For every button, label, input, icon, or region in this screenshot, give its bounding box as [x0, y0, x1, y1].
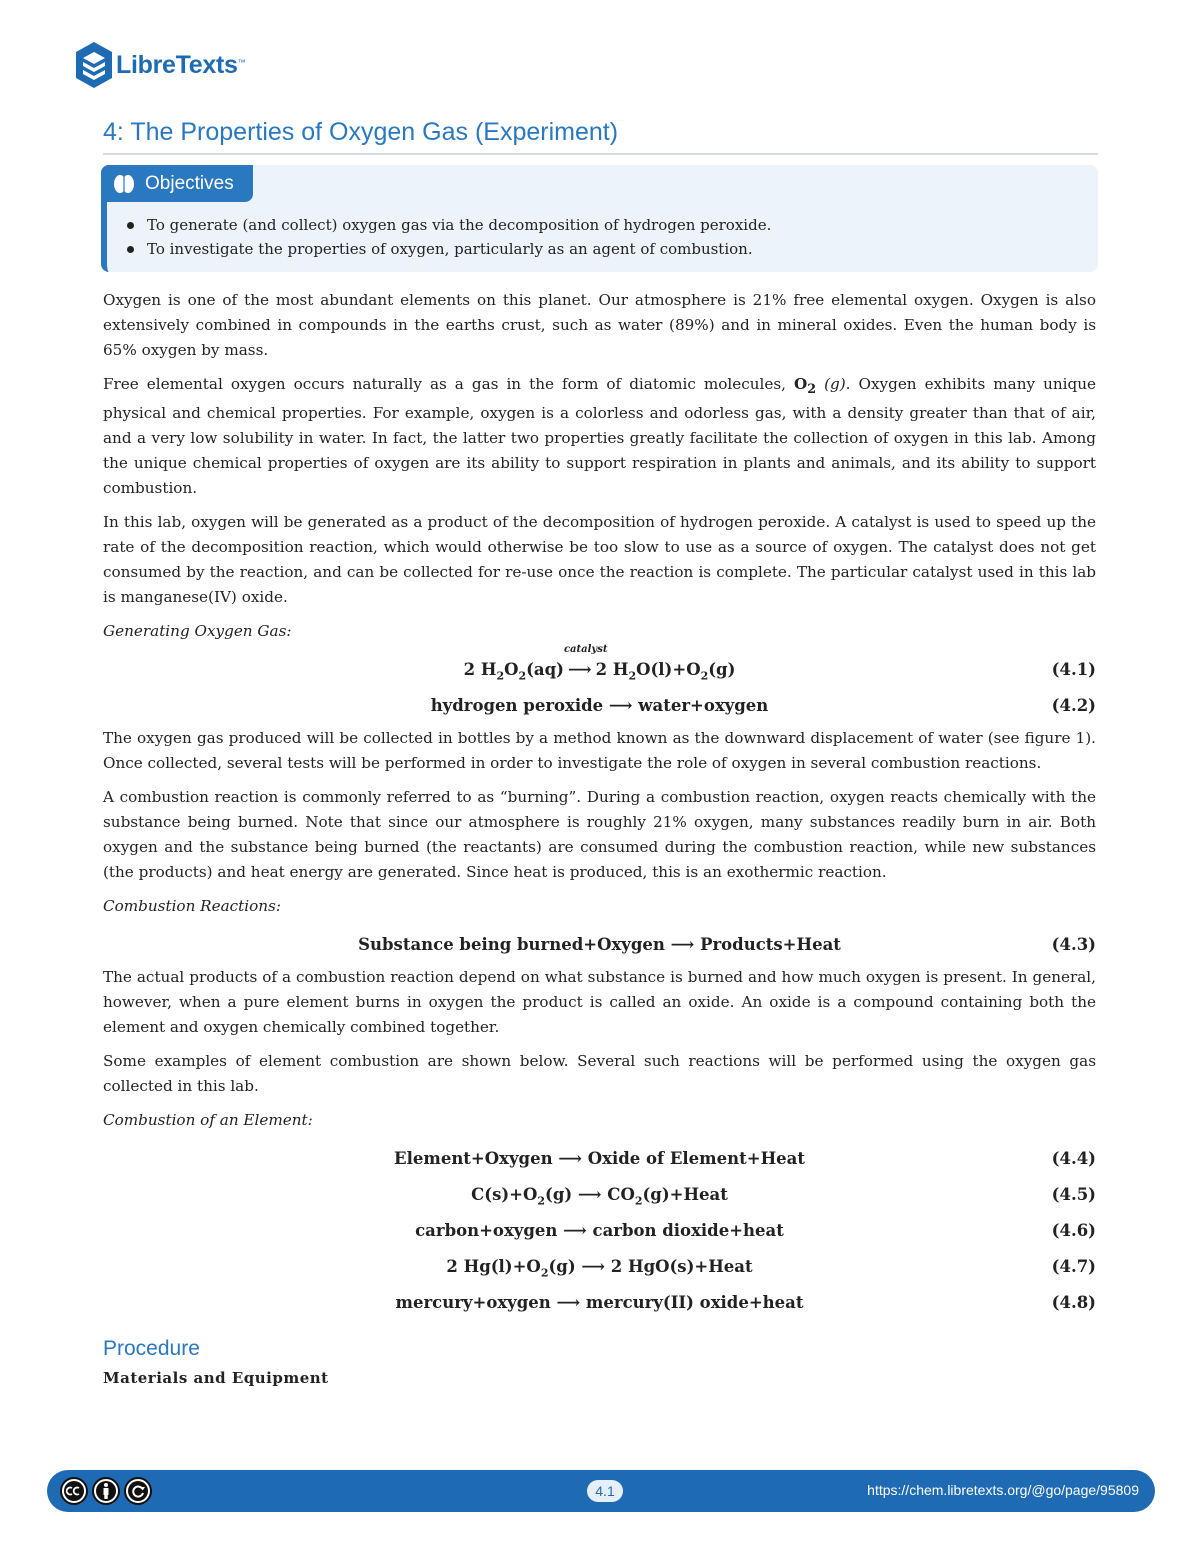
- equation-4-1: [103, 644, 1096, 690]
- objectives-box: [101, 165, 1098, 272]
- p2-text-a: Free elemental oxygen occurs naturally as a gas in the form of diatomic molecules,: [103, 375, 795, 393]
- share-alike-icon: [123, 1476, 153, 1506]
- objectives-tab: [101, 165, 253, 202]
- eq-sub: 2: [540, 1266, 549, 1280]
- equation-number: (4.5): [1051, 1185, 1096, 1205]
- caption-combustion: Combustion Reactions:: [103, 897, 281, 916]
- procedure-heading: Procedure: [103, 1337, 200, 1361]
- eq-term: (aq): [526, 660, 564, 680]
- eq-term: (g)+Heat: [642, 1185, 728, 1205]
- equation-number: (4.6): [1051, 1221, 1096, 1241]
- equation-body: [103, 1185, 1096, 1207]
- paragraph-elemental-oxygen: [103, 372, 1096, 501]
- caption-generating: Generating Oxygen Gas:: [103, 622, 292, 641]
- paragraph-products: The actual products of a combustion reaction depend on what substance is burned and how much oxygen is present. In general, however, when a pure element burns in oxygen the product is called an oxide. An oxide is a compound containing both the element and oxygen chemically combined together.: [103, 968, 1096, 1037]
- paragraph-intro: Oxygen is one of the most abundant elements on this planet. Our atmosphere is 21% free elemental oxygen. Oxygen is also extensively combined in compounds in the earths crust, such as water (89%) and in mineral oxides. Even the human body is 65% oxygen by mass.: [103, 291, 1096, 359]
- eq-term: 2 Hg(l)+O: [446, 1257, 541, 1277]
- equation-body: hydrogen peroxide ⟶ water+oxygen: [430, 696, 769, 716]
- paragraph-combustion: A combustion reaction is commonly referred to as “burning”. During a combustion reaction, oxygen reacts chemically with the substance being burned. Note that since our atmosphere is roughly 21% oxygen, many substances readily burn in air. Both oxygen and the substance being burned (the reactants) are consumed during the combustion reaction, while new substances (the products) and heat energy are generated. Since heat is produced, this is an exothermic reaction.: [103, 788, 1096, 882]
- eq-sub: 2: [628, 669, 637, 683]
- brand-trademark: ™: [237, 58, 246, 67]
- materials-heading: Materials and Equipment: [103, 1369, 329, 1388]
- eq-term: C(s)+O: [471, 1185, 538, 1205]
- license-badges[interactable]: [59, 1476, 155, 1506]
- o2-formula: [794, 375, 817, 397]
- o2-state: (g): [816, 375, 846, 393]
- o2-subscript: 2: [807, 381, 817, 397]
- equation-4-6: [103, 1215, 1096, 1251]
- equation-body: Substance being burned+Oxygen ⟶ Products+Heat: [358, 935, 841, 955]
- page-footer: [47, 1470, 1155, 1512]
- cc-icon: [59, 1476, 89, 1506]
- equation-number: (4.3): [1051, 935, 1096, 955]
- equation-body: carbon+oxygen ⟶ carbon dioxide+heat: [415, 1221, 784, 1241]
- equation-number: (4.7): [1051, 1257, 1096, 1277]
- brand-name: LibreTexts: [116, 50, 238, 79]
- equation-4-7: [103, 1251, 1096, 1287]
- brain-icon: [113, 173, 135, 195]
- libretexts-logo-icon: [74, 40, 114, 90]
- eq-sub: 2: [496, 669, 505, 683]
- objective-item: To investigate the properties of oxygen, particularly as an agent of combustion.: [123, 237, 771, 261]
- main-content: [103, 288, 1096, 1387]
- equation-4-5: [103, 1179, 1096, 1215]
- eq-sub: 2: [634, 1194, 643, 1208]
- equation-number: (4.1): [1051, 660, 1096, 680]
- paragraph-lab-description: In this lab, oxygen will be generated as a product of the decomposition of hydrogen peroxide. A catalyst is used to speed up the rate of the decomposition reaction, which would otherwise be too slow to use as a source of oxygen. The catalyst does not get consumed by the reaction, and can be collected for re-use once the reaction is complete. The particular catalyst used in this lab is manganese(IV) oxide.: [103, 513, 1096, 607]
- arrow-symbol: ⟶: [567, 660, 592, 680]
- paragraph-examples: Some examples of element combustion are shown below. Several such reactions will be performed using the oxygen gas collected in this lab.: [103, 1052, 1096, 1096]
- equation-4-4: [103, 1143, 1096, 1179]
- o2-symbol: O: [794, 375, 808, 393]
- equation-number: (4.2): [1051, 696, 1096, 716]
- equation-4-8: [103, 1287, 1096, 1323]
- caption-element: Combustion of an Element:: [103, 1111, 313, 1130]
- eq-sub: 2: [518, 669, 527, 683]
- equation-body: Element+Oxygen ⟶ Oxide of Element+Heat: [394, 1149, 805, 1169]
- p2-text-b: . Oxygen exhibits many unique physical and chemical properties. For example, oxygen is a colorless and odorless gas, with a density greater than that of air, and a very low solubility in water. In fact, the latter two properties greatly facilitate the collection of oxygen in this lab. Among the unique chemical properties of oxygen are its ability to support respiration in plants and animals, and its ability to support combustion.: [103, 375, 1097, 498]
- objective-item: To generate (and collect) oxygen gas via the decomposition of hydrogen peroxide.: [123, 213, 771, 237]
- objectives-label: Objectives: [145, 172, 234, 194]
- equation-body: [103, 1257, 1096, 1279]
- eq-sub: 2: [700, 669, 709, 683]
- eq-term: (g) ⟶ CO: [545, 1185, 635, 1205]
- equation-4-2: [103, 690, 1096, 726]
- catalyst-arrow: [563, 644, 608, 680]
- page-title: 4: The Properties of Oxygen Gas (Experiment): [103, 118, 1098, 155]
- eq-term: (g) ⟶ 2 HgO(s)+Heat: [548, 1257, 753, 1277]
- eq-term: O(l)+O: [636, 660, 701, 680]
- eq-term: 2 H: [595, 660, 629, 680]
- attribution-icon: [91, 1476, 121, 1506]
- arrow-label: catalyst: [563, 644, 608, 656]
- page-number: 4.1: [587, 1480, 623, 1502]
- equation-body: mercury+oxygen ⟶ mercury(II) oxide+heat: [395, 1293, 804, 1313]
- paragraph-collection: The oxygen gas produced will be collected in bottles by a method known as the downward displacement of water (see figure 1). Once collected, several tests will be performed in order to investigate the role of oxygen in several combustion reactions.: [103, 729, 1096, 773]
- page-url[interactable]: https://chem.libretexts.org/@go/page/95809: [867, 1482, 1139, 1498]
- eq-term: O: [504, 660, 519, 680]
- eq-sub: 2: [537, 1194, 546, 1208]
- equation-body: [103, 644, 1096, 683]
- equation-number: (4.4): [1051, 1149, 1096, 1169]
- equation-4-3: [103, 929, 1096, 965]
- eq-term: 2 H: [463, 660, 497, 680]
- libretexts-logo[interactable]: [74, 40, 246, 90]
- eq-term: (g): [708, 660, 736, 680]
- equation-number: (4.8): [1051, 1293, 1096, 1313]
- objectives-list: [123, 213, 771, 261]
